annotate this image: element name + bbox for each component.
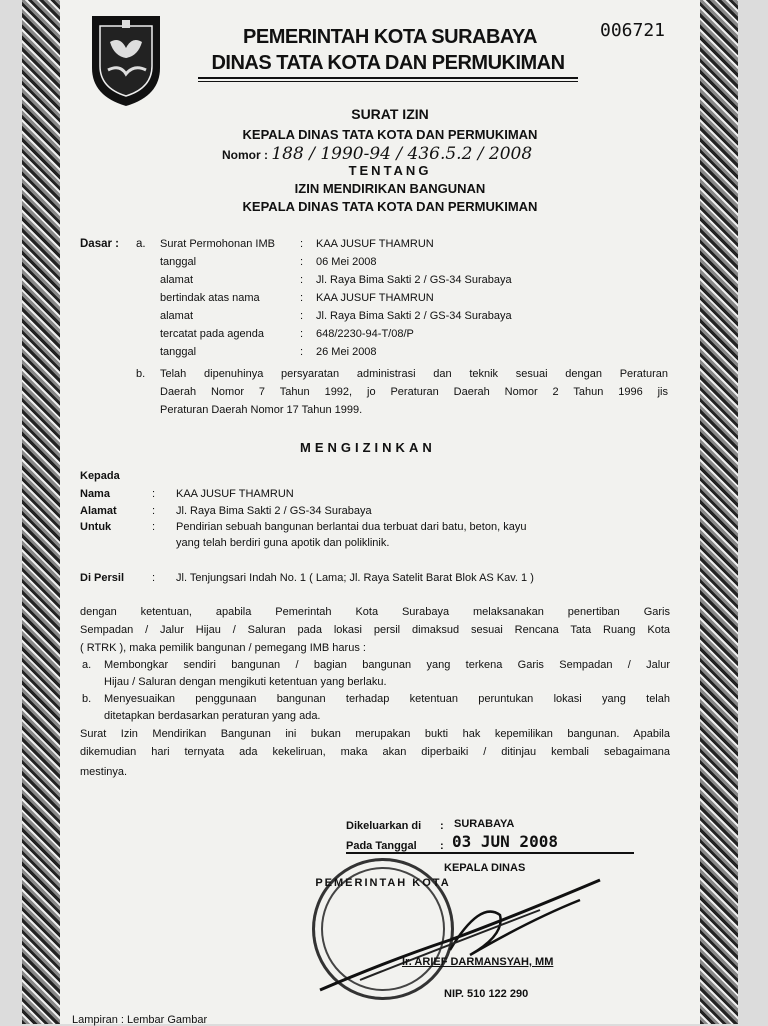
ketentuan-b-line: ditetapkan berdasarkan peraturan yang ada.: [104, 710, 321, 722]
issuer-heading: KEPALA DINAS TATA KOTA DAN PERMUKIMAN: [242, 199, 538, 214]
mengizinkan-heading: MENGIZINKAN: [300, 440, 436, 455]
header-rule: [198, 77, 578, 79]
alamat-label: Alamat: [80, 505, 117, 517]
left-perforated-border: [22, 0, 60, 1024]
dasar-row-value: KAA JUSUF THAMRUN: [316, 238, 434, 250]
ketentuan-line: dengan ketentuan, apabila Pemerintah Kota Surabaya melaksanakan penertiban Garis: [80, 606, 670, 618]
dasar-row-label: tanggal: [160, 346, 197, 358]
dasar-b-marker: b.: [136, 368, 146, 380]
document-serial-number: 006721: [600, 20, 666, 41]
dikeluarkan-colon: :: [440, 820, 444, 832]
dasar-row-colon: :: [300, 310, 304, 322]
izin-heading: IZIN MENDIRIKAN BANGUNAN: [294, 181, 486, 196]
ketentuan-a-marker: a.: [82, 659, 92, 671]
dasar-row-value: KAA JUSUF THAMRUN: [316, 292, 434, 304]
dasar-row-colon: :: [300, 274, 304, 286]
dasar-row-value: Jl. Raya Bima Sakti 2 / GS-34 Surabaya: [316, 274, 512, 286]
tanggal-label: Pada Tanggal: [346, 840, 417, 852]
dasar-row-label: Surat Permohonan IMB: [160, 238, 275, 250]
signature-icon: [300, 860, 620, 1000]
dasar-row-label: alamat: [160, 274, 194, 286]
ketentuan-line: Sempadan / Jalur Hijau / Saluran pada lokasi persil dimaksud sesuai Rencana Tata Ruang Kota: [80, 624, 670, 636]
dasar-row-label: tanggal: [160, 256, 197, 268]
dasar-label: Dasar :: [80, 238, 119, 250]
header-department: DINAS TATA KOTA DAN PERMUKIMAN: [211, 52, 565, 74]
nomor-handwritten: 188 / 1990-94 / 436.5.2 / 2008: [271, 144, 533, 164]
ketentuan-b-marker: b.: [82, 693, 92, 705]
lampiran-text: Lampiran : Lembar Gambar: [72, 1014, 208, 1026]
dasar-row-label: tercatat pada agenda: [160, 328, 264, 340]
closing-line: dikemudian hari ternyata ada kekeliruan, maka akan diperbaiki / ditinjau kembali sebagaimana: [80, 746, 670, 758]
letter-number: [222, 144, 532, 164]
untuk-line: yang telah berdiri guna apotik dan poliklinik.: [176, 537, 390, 549]
dikeluarkan-label: Dikeluarkan di: [346, 820, 422, 832]
right-perforated-border: [700, 0, 738, 1024]
letter-issuer: KEPALA DINAS TATA KOTA DAN PERMUKIMAN: [242, 127, 538, 142]
nama-colon: :: [152, 488, 156, 500]
dasar-row-label: alamat: [160, 310, 194, 322]
dasar-row-colon: :: [300, 238, 304, 250]
dasar-a-marker: a.: [136, 238, 146, 250]
dikeluarkan-value: SURABAYA: [454, 818, 515, 830]
dasar-row-label: bertindak atas nama: [160, 292, 260, 304]
signer-name: Ir. ARIEF DARMANSYAH, MM: [402, 956, 554, 968]
header-rule-thin: [198, 81, 578, 82]
dasar-row-colon: :: [300, 346, 304, 358]
nama-value: KAA JUSUF THAMRUN: [176, 488, 294, 500]
signer-nip: NIP. 510 122 290: [444, 988, 529, 1000]
letter-title: SURAT IZIN: [351, 106, 429, 122]
header-government: PEMERINTAH KOTA SURABAYA: [243, 26, 537, 48]
dasar-row-value: Jl. Raya Bima Sakti 2 / GS-34 Surabaya: [316, 310, 512, 322]
tanggal-colon: :: [440, 840, 444, 852]
ketentuan-b-line: Menyesuaikan penggunaan bangunan terhadap ketentuan peruntukan lokasi yang telah: [104, 693, 670, 705]
untuk-line: Pendirian sebuah bangunan berlantai dua terbuat dari batu, beton, kayu: [176, 521, 527, 533]
kepala-dinas-label: KEPALA DINAS: [444, 862, 526, 874]
closing-line: mestinya.: [80, 766, 128, 778]
dasar-b-line: Telah dipenuhinya persyaratan administrasi dan teknik sesuai dengan Peraturan: [160, 368, 668, 380]
untuk-colon: :: [152, 521, 156, 533]
ketentuan-a-line: Hijau / Saluran dengan mengikuti ketentuan yang berlaku.: [104, 676, 387, 688]
footer-rule: [346, 852, 634, 854]
kepada-label: Kepada: [80, 470, 120, 482]
alamat-value: Jl. Raya Bima Sakti 2 / GS-34 Surabaya: [176, 505, 372, 517]
dasar-row-value: 648/2230-94-T/08/P: [316, 328, 414, 340]
persil-value: Jl. Tenjungsari Indah No. 1 ( Lama; Jl. Raya Satelit Barat Blok AS Kav. 1 ): [176, 572, 534, 584]
surabaya-crest-logo: [86, 8, 166, 108]
tanggal-stamp-value: 03 JUN 2008: [452, 832, 558, 851]
ketentuan-a-line: Membongkar sendiri bangunan / bagian bangunan yang terkena Garis Sempadan / Jalur: [104, 659, 670, 671]
persil-label: Di Persil: [80, 572, 125, 584]
dasar-row-value: 06 Mei 2008: [316, 256, 377, 268]
untuk-label: Untuk: [80, 521, 112, 533]
alamat-colon: :: [152, 505, 156, 517]
dasar-row-colon: :: [300, 256, 304, 268]
stamp-text: PEMERINTAH KOTA: [315, 877, 451, 889]
dasar-b-line: Daerah Nomor 7 Tahun 1992, jo Peraturan Daerah Nomor 2 Tahun 1996 jis: [160, 386, 668, 398]
dasar-b-line: Peraturan Daerah Nomor 17 Tahun 1999.: [160, 404, 363, 416]
nama-label: Nama: [80, 488, 110, 500]
ketentuan-line: ( RTRK ), maka pemilik bangunan / pemegang IMB harus :: [80, 642, 366, 654]
closing-line: Surat Izin Mendirikan Bangunan ini bukan merupakan bukti hak kepemilikan bangunan. Apabila: [80, 728, 670, 740]
tentang-heading: TENTANG: [348, 163, 432, 178]
dasar-row-colon: :: [300, 292, 304, 304]
dasar-row-value: 26 Mei 2008: [316, 346, 377, 358]
nomor-label: Nomor :: [222, 148, 268, 162]
dasar-row-colon: :: [300, 328, 304, 340]
persil-colon: :: [152, 572, 156, 584]
